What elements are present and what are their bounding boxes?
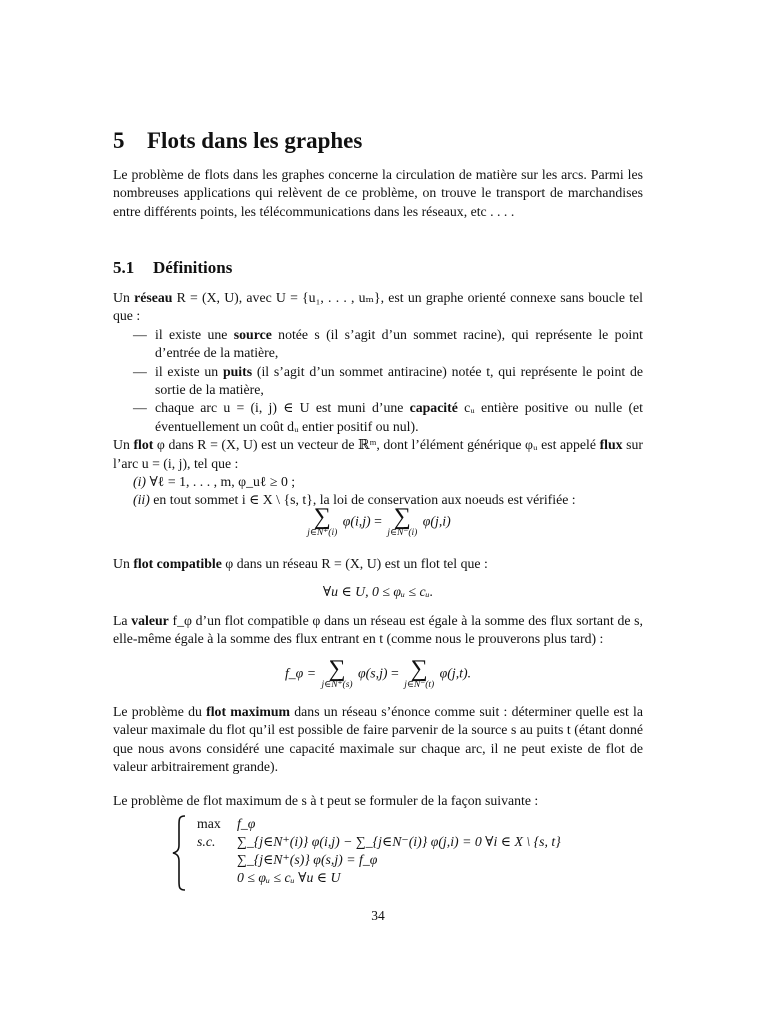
text-run: Un [113,556,134,571]
condition-text: ∀ℓ = 1, . . . , m, φ_uℓ ≥ 0 ; [146,474,296,490]
row-label: s.c. [197,834,216,849]
left-brace-icon [171,815,189,891]
row-expression: ∑_{j∈N⁺(s)} φ(s,j) = f_φ [237,852,378,867]
text-run: Un [113,437,134,453]
condition-text: en tout sommet i ∈ X \ {s, t}, la loi de conservation aux noeuds est vérifiée : [149,492,576,508]
system-row-objective [197,815,561,833]
term-puits: puits [222,363,253,379]
definition-flot [113,436,643,473]
sum-operator: ∑ j∈N⁻(i) [387,504,418,538]
list-item [113,363,643,400]
system-row-constraint [197,833,561,851]
sum-index: j∈N⁺(i) [307,528,338,538]
definition-compatible [113,555,643,573]
equation-valeur [113,658,643,691]
system-rows [197,815,561,887]
system-row-constraint [197,869,561,887]
term-flot-maximum: flot maximum [206,704,291,719]
formulation-intro: Le problème de flot maximum de s à t peut se formuler de la façon suivante : [113,793,539,808]
reseau-properties-list [113,326,643,436]
subsection-number: 5.1 [113,258,135,277]
sum-operator: ∑ j∈N⁻(t) [404,656,435,690]
text-run: Un [113,290,135,305]
text-run: cᵤ entière positive ou nulle (et éventuellement un coût dᵤ entier positif ou nul). [155,400,643,434]
equals-sign: = [374,513,382,529]
term-source: source [233,326,272,342]
section-number: 5 [113,128,125,153]
equation-lhs: f_φ = [284,665,317,681]
text-run: (il s’agit d’un sommet antiracine) notée t, qui représente le point de sortie de la matière, [155,363,643,398]
text-run: sur l’arc u = (i, j), tel que : [113,437,644,471]
section-heading [113,128,362,154]
sum-index: j∈N⁻(i) [387,528,418,538]
sum-index: j∈N⁻(t) [404,680,435,690]
text-run: dans un réseau s’énonce comme suit : déterminer quelle est la valeur maximale du flot qu’il est possible de faire parvenir de la source s au puits t (étant donné que nous avons considéré une capacité maximale sur chaque arc, il ne peut existe de flot de valeur arbitrairement grande). [113,704,643,775]
term-flux: flux [599,437,623,453]
equation-term: φ(j,t). [439,665,472,681]
text-run: La [113,613,132,628]
text-run: φ dans R = (X, U) est un vecteur de ℝᵐ, dont l’élément générique φᵤ est appelé [153,437,600,453]
equation-conservation [113,506,643,539]
text-run: chaque arc u = (i, j) ∈ U est muni d’une [155,400,410,416]
text-run: il existe un [155,363,223,379]
condition-label: (ii) [133,492,150,508]
condition-i [113,473,643,491]
text-run: il existe une [155,326,234,342]
definitions-block [113,289,643,510]
list-item [113,399,643,436]
sum-operator: ∑ j∈N⁺(i) [307,504,338,538]
equation-compatible: ∀u ∈ U, 0 ≤ φᵤ ≤ cᵤ. [322,584,434,599]
condition-label: (i) [133,474,147,490]
text-run: f_φ d’un flot compatible φ dans un réseau est égale à la somme des flux sortant de s, elle-même égale à la somme des flux entrant en t (comme nous le prouverons plus tard) : [113,613,643,647]
system-row-constraint [197,851,561,869]
definition-reseau [113,289,643,326]
definition-valeur [113,612,643,649]
text-run: φ dans un réseau R = (X, U) est un flot tel que : [221,556,488,571]
row-expression: 0 ≤ φᵤ ≤ cᵤ ∀u ∈ U [237,870,341,885]
row-expression: f_φ [237,816,256,831]
row-expression: ∑_{j∈N⁺(i)} φ(i,j) − ∑_{j∈N⁻(i)} φ(j,i) = 0 ∀i ∈ X \ {s, t} [237,834,561,849]
equation-term: φ(i,j) [342,513,371,529]
term-reseau: réseau [134,290,173,305]
subsection-heading [113,258,232,278]
definition-flot-maximum [113,703,643,777]
list-item [113,326,643,363]
term-flot-compatible: flot compatible [133,556,222,571]
section-title: Flots dans les graphes [147,128,363,153]
text-run: R = (X, U), avec U = {u₁, . . . , uₘ}, est un graphe orienté connexe sans boucle tel que : [113,290,644,324]
row-label: max [197,816,221,831]
equation-term: φ(s,j) [358,665,388,681]
text-run: Le problème du [113,704,207,719]
intro-paragraph: Le problème de flots dans les graphes concerne la circulation de matière sur les arcs. Parmi les nombreuses applications qui relèvent de ce problème, on trouve le transport de marchandises entre différents points, les télécommunications dans les réseaux, etc . . . . [113,167,643,219]
term-valeur: valeur [131,613,169,628]
sum-operator: ∑ j∈N⁺(s) [321,656,353,690]
term-flot: flot [133,437,154,453]
equals-sign: = [390,665,399,681]
page-number: 34 [371,908,385,923]
subsection-title: Définitions [153,258,233,277]
equation-term: φ(j,i) [422,513,451,529]
sum-index: j∈N⁺(s) [321,680,353,690]
term-capacite: capacité [409,400,458,416]
text-run: notée s (il s’agit d’un sommet racine), qui représente le point d’entrée de la matière, [155,326,643,361]
